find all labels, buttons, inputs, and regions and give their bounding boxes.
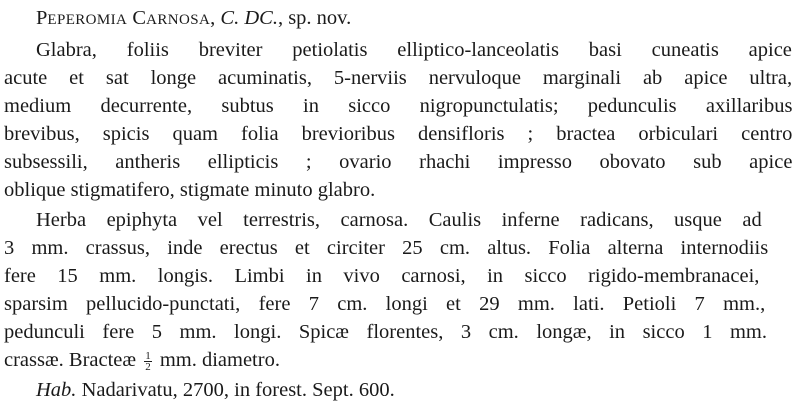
habit-line: 3 mm. crassus, inde erectus et circiter 25 cm. altus. Folia alterna internodiis [4,237,769,259]
habit-line: fere 15 mm. longis. Limbi in vivo carnosi, in sicco rigido-membranacei, [4,265,760,287]
species-initial: C [132,7,147,29]
description-line: medium decurrente, subtus in sicco nigropunctulatis; pedunculis axillaribus [4,95,793,117]
description-line: oblique stigmatifero, stigmate minuto glabro. [4,179,376,201]
habit-line-last [4,350,280,372]
description-line: acute et sat longe acuminatis, 5-nerviis nervuloque marginali ab apice ultra, [4,67,793,89]
habit-line: sparsim pellucido-punctati, fere 7 cm. longi et 29 mm. lati. Petioli 7 mm., [4,293,766,315]
habitat-line [36,380,395,401]
species-rest: ARNOSA [146,12,211,28]
fraction-numerator: 1 [145,349,151,362]
half-fraction [144,351,152,372]
genus-initial: P [36,7,48,29]
description-line: subsessili, antheris ellipticis ; ovario rhachi impresso obovato sub apice [4,151,793,173]
species-heading: PEPEROMIA CARNOSA, C. DC., sp. nov. [36,7,352,29]
species-author: C. DC. [220,7,278,29]
habit-line: Herba epiphyta vel terrestris, carnosa. Caulis inferne radicans, usque ad [36,209,762,231]
bract-diameter: mm. diametro. [159,349,280,371]
species-status: sp. nov. [288,7,352,29]
habitat-text: Nadarivatu, 2700, in forest. Sept. 600. [81,379,395,401]
fraction-denominator: 2 [145,360,151,373]
description-line: Glabra, foliis breviter petiolatis elliptico-lanceolatis basi cuneatis apice [36,39,792,61]
habit-line: pedunculi fere 5 mm. longi. Spicæ florentes, 3 cm. longæ, in sicco 1 mm. [4,321,768,343]
genus-rest: EPEROMIA [47,12,128,28]
description-line: brevibus, spicis quam folia brevioribus densifloris ; bractea orbiculari centro [4,123,793,145]
bract-text: crassæ. Bracteæ [4,349,137,371]
habitat-label: Hab. [36,379,77,401]
